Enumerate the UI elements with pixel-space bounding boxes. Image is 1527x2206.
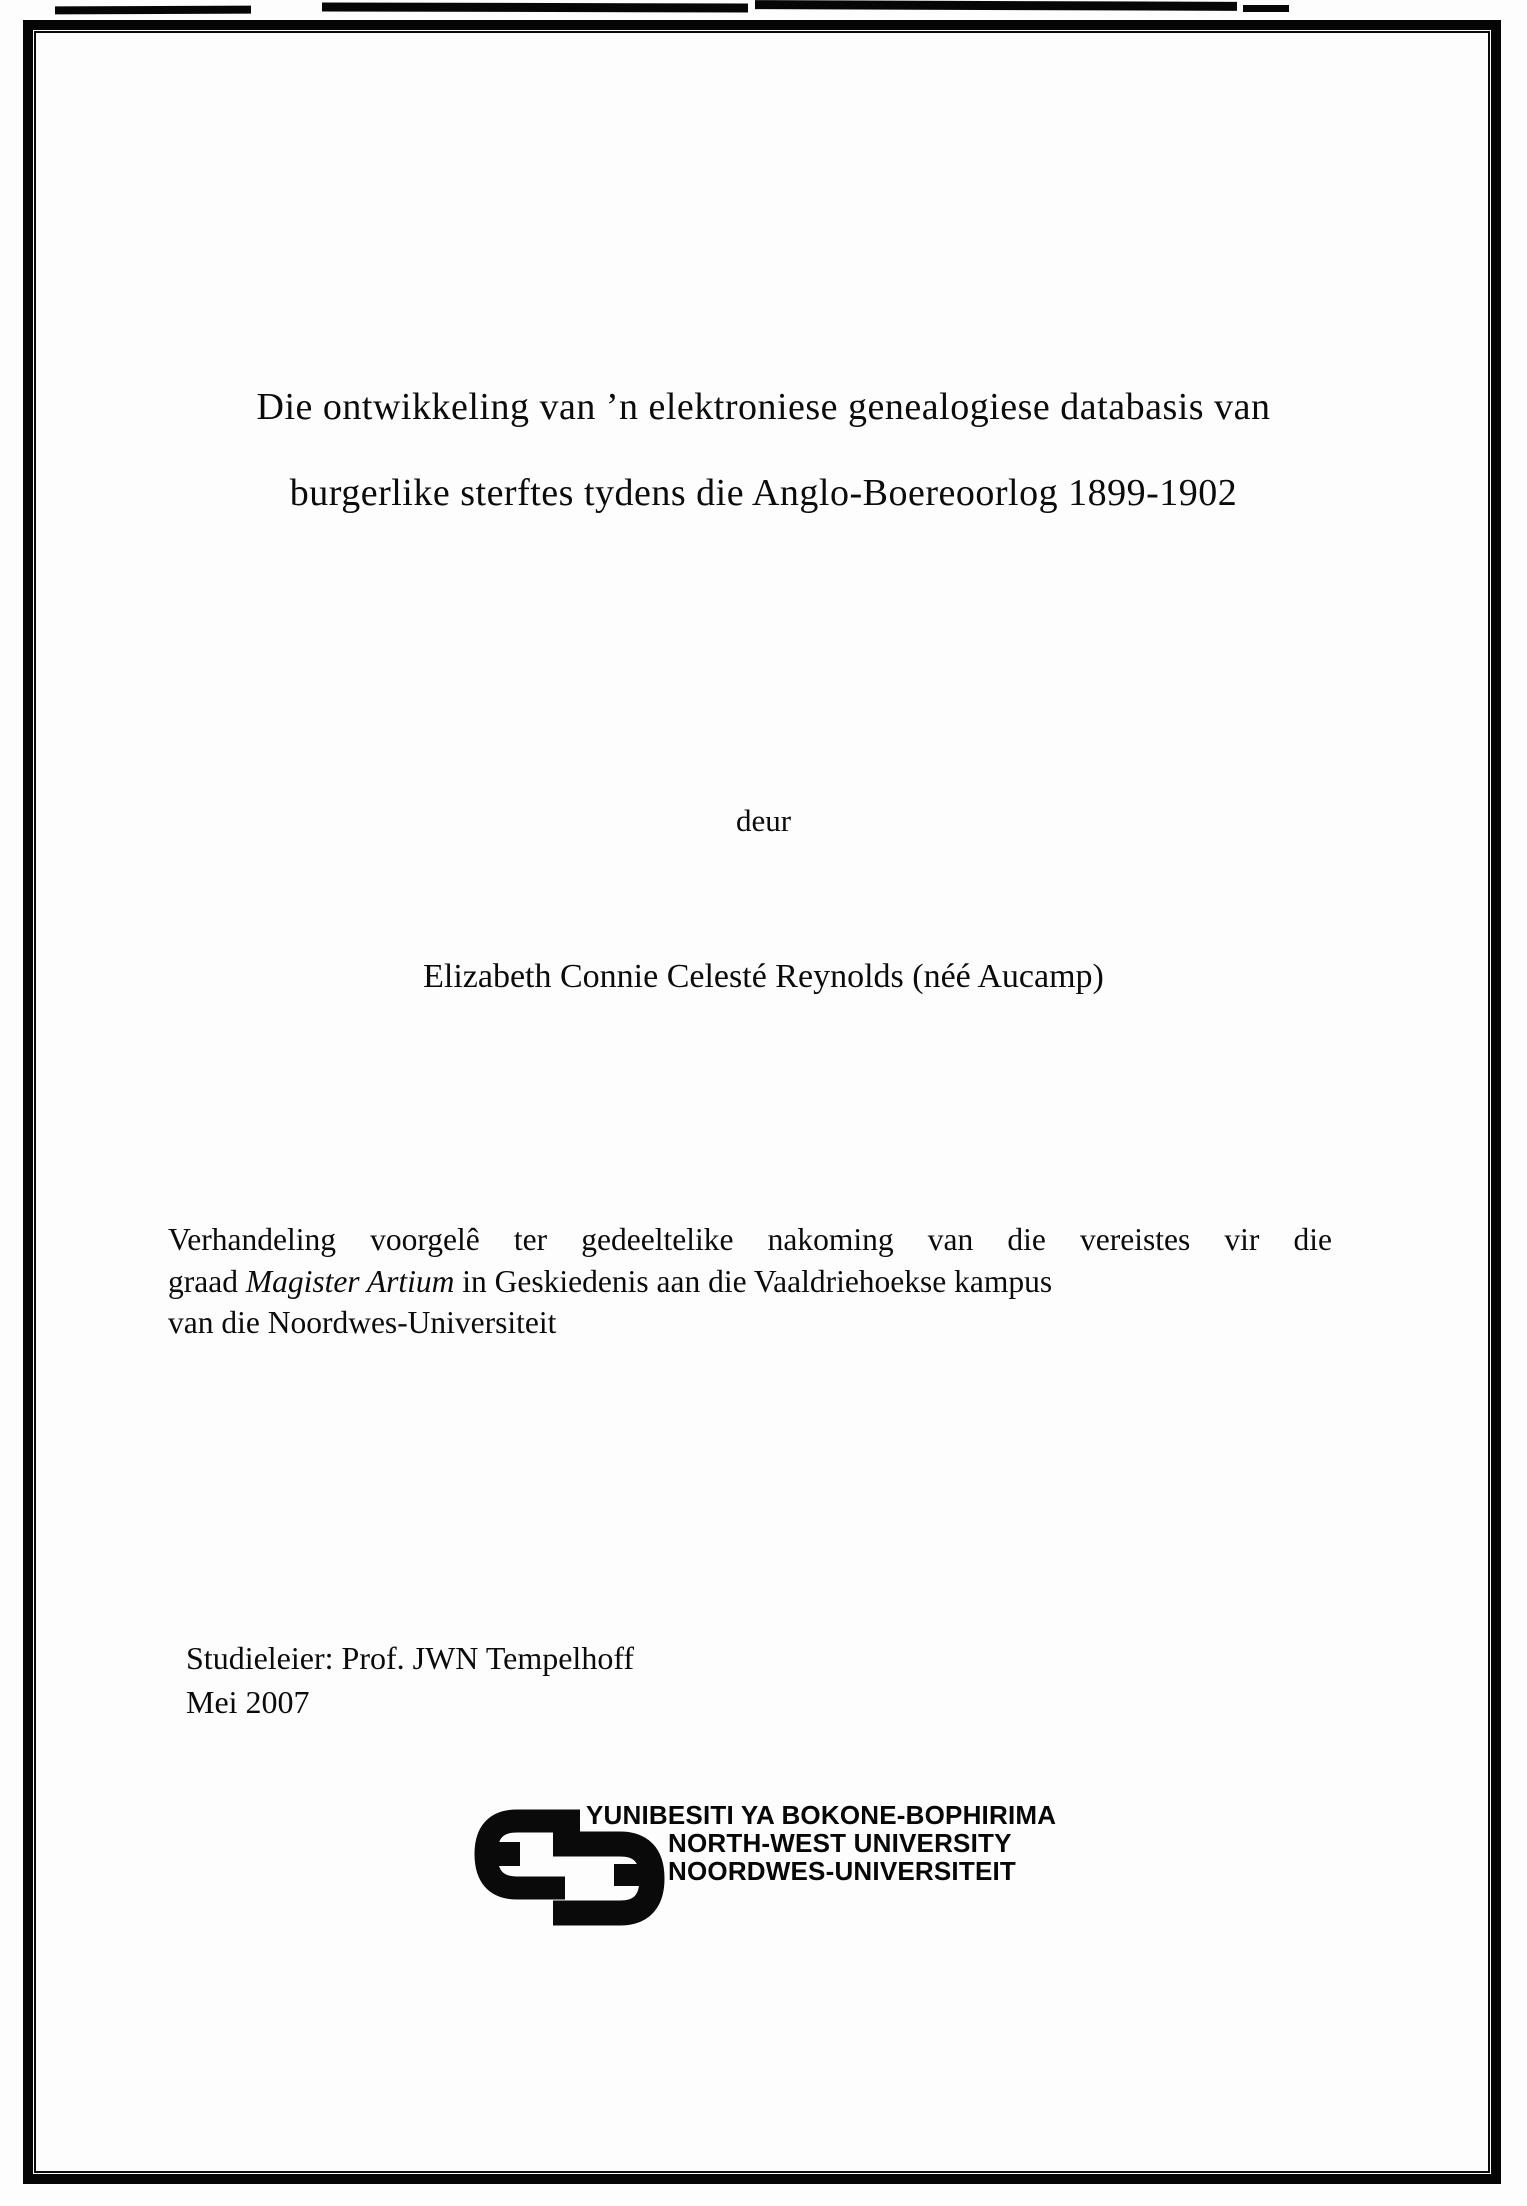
scan-artifact xyxy=(1243,5,1289,12)
description-line3: van die Noordwes-Universiteit xyxy=(168,1305,557,1340)
byline-label: deur xyxy=(735,803,792,838)
degree-name-italic: Magister Artium xyxy=(245,1263,455,1299)
thesis-title-line2: burgerlike sterftes tydens die Anglo-Boereoorlog 1899-1902 xyxy=(289,472,1238,514)
supervisor-block xyxy=(186,1636,634,1724)
scan-artifact xyxy=(55,6,251,15)
logo-text-line3: NOORDWES-UNIVERSITEIT xyxy=(668,1856,1016,1886)
thesis-title xyxy=(8,364,1519,536)
supervisor-line: Studieleier: Prof. JWN Tempelhoff xyxy=(186,1640,635,1676)
scan-artifact xyxy=(322,2,748,12)
thesis-title-line1: Die ontwikkeling van ’n elektroniese genealogiese databasis van xyxy=(256,386,1271,428)
logo-text-line2: NORTH-WEST UNIVERSITY xyxy=(668,1828,1012,1858)
description-line2-suffix: in Geskiedenis aan die Vaaldriehoekse kampus xyxy=(454,1263,1053,1299)
date-line: Mei 2007 xyxy=(186,1684,310,1720)
description-line2 xyxy=(168,1261,1332,1303)
thesis-description xyxy=(168,1219,1332,1344)
description-line2-prefix: graad xyxy=(168,1263,246,1299)
description-line1: Verhandeling voorgelê ter gedeeltelike nakoming van die vereistes vir die xyxy=(168,1222,1332,1257)
logo-text-line1: YUNIBESITI YA BOKONE-BOPHIRIMA xyxy=(586,1800,1057,1830)
author-name: Elizabeth Connie Celesté Reynolds (néé Aucamp) xyxy=(423,958,1104,995)
scan-artifact xyxy=(755,0,1237,11)
university-name-block xyxy=(586,1801,1056,1885)
